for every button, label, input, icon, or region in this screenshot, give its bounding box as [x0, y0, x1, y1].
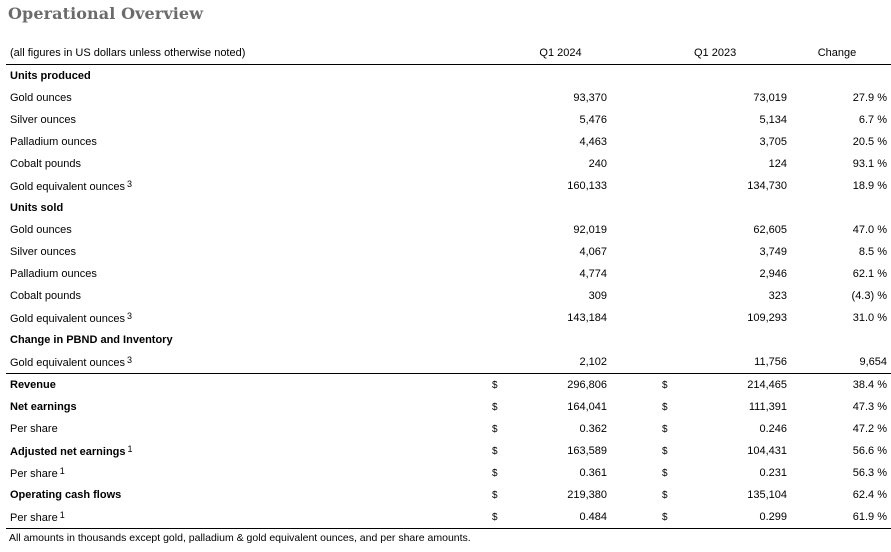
value-change: 61.9 %	[787, 506, 891, 529]
table-row	[6, 374, 891, 397]
currency-q1-2024: $	[492, 489, 498, 501]
value-q1-2024: 0.361	[579, 467, 607, 479]
value-change: 38.4 %	[852, 379, 887, 391]
value-q1-2024: 4,067	[579, 246, 607, 258]
row-label-cell	[6, 87, 490, 109]
currency-q1-2023	[660, 307, 684, 329]
operational-overview-table	[6, 42, 891, 529]
row-label: Silver ounces	[10, 114, 77, 126]
header-q1-2024: Q1 2024	[514, 42, 607, 65]
currency-q1-2023: $	[660, 506, 684, 529]
value-q1-2023: 109,293	[747, 312, 787, 324]
row-label: Gold ounces	[10, 92, 72, 104]
table-row	[6, 219, 891, 241]
value-q1-2023: 111,391	[748, 401, 787, 413]
currency-q1-2023	[660, 241, 684, 263]
footnote-ref: 1	[127, 444, 133, 454]
currency-q1-2023	[660, 175, 684, 197]
currency-q1-2024	[490, 131, 514, 153]
value-q1-2024: 164,041	[567, 401, 607, 413]
value-q1-2023: 62,605	[753, 224, 787, 236]
currency-q1-2024	[490, 285, 514, 307]
value-change: 47.3 %	[852, 401, 887, 413]
section-units-sold	[6, 197, 891, 219]
row-label: Palladium ounces	[10, 136, 97, 148]
row-label-cell	[6, 484, 490, 506]
value-change: 56.3 %	[852, 467, 887, 479]
row-label: Net earnings	[10, 401, 77, 413]
value-change: 8.5 %	[858, 246, 887, 258]
value-q1-2023: 11,756	[684, 351, 787, 374]
table-row	[6, 153, 891, 175]
row-label: Palladium ounces	[10, 268, 97, 280]
section-units-produced	[6, 65, 891, 88]
row-label: Adjusted net earnings	[10, 446, 126, 458]
currency-q1-2024: $	[492, 423, 498, 435]
value-change: 27.9 %	[852, 92, 887, 104]
footnote-ref: 3	[126, 179, 132, 189]
row-label-cell	[6, 153, 490, 175]
value-change: 56.6 %	[852, 445, 887, 457]
table-row	[6, 131, 891, 153]
value-q1-2024: 4,463	[579, 136, 607, 148]
row-label-cell	[6, 241, 490, 263]
currency-q1-2024	[490, 87, 514, 109]
row-label: Per share	[10, 468, 58, 480]
table-row	[6, 418, 891, 440]
header-change: Change	[787, 42, 891, 65]
row-label-cell	[6, 219, 490, 241]
currency-q1-2023	[660, 109, 684, 131]
value-q1-2023: 73,019	[753, 92, 787, 104]
currency-q1-2023	[660, 263, 684, 285]
currency-q1-2024: $	[492, 379, 498, 391]
value-q1-2023: 0.299	[684, 506, 787, 529]
currency-q1-2023	[660, 219, 684, 241]
table-row	[6, 307, 891, 329]
currency-q1-2023	[660, 285, 684, 307]
value-q1-2024: 240	[588, 158, 607, 170]
value-change: 18.9 %	[852, 180, 887, 192]
value-change: 47.0 %	[852, 224, 887, 236]
value-change: (4.3) %	[851, 290, 887, 302]
value-change: 47.2 %	[852, 423, 887, 435]
table-row	[6, 351, 891, 374]
footnote-ref: 3	[126, 355, 132, 365]
value-q1-2023: 3,705	[759, 136, 787, 148]
table-row	[6, 175, 891, 197]
footnote: All amounts in thousands except gold, palladium & gold equivalent ounces, and per share amounts.	[9, 532, 471, 544]
value-q1-2023: 323	[768, 290, 787, 302]
value-q1-2024: 0.362	[579, 423, 607, 435]
page-title: Operational Overview	[8, 4, 204, 23]
currency-q1-2024	[490, 219, 514, 241]
currency-q1-2024: $	[492, 445, 498, 457]
value-change: 62.4 %	[852, 489, 887, 501]
value-q1-2023: 124	[768, 158, 787, 170]
row-label: Per share	[10, 512, 58, 524]
table-header-row	[6, 42, 891, 65]
value-q1-2024: 163,589	[567, 445, 607, 457]
header-q1-2023: Q1 2023	[684, 42, 787, 65]
row-label: Gold equivalent ounces	[10, 357, 125, 369]
value-q1-2023: 2,946	[759, 268, 787, 280]
value-change: 9,654	[787, 351, 891, 374]
currency-q1-2023: $	[662, 489, 668, 501]
value-q1-2024: 2,102	[514, 351, 607, 374]
currency-q1-2024: $	[492, 401, 498, 413]
row-label-cell	[6, 396, 490, 418]
value-q1-2024: 160,133	[567, 180, 607, 192]
row-label-cell	[6, 506, 490, 529]
row-label: Operating cash flows	[10, 489, 122, 501]
row-label-cell	[6, 440, 490, 462]
value-change: 93.1 %	[852, 158, 887, 170]
header-note: (all figures in US dollars unless otherwise noted)	[6, 42, 490, 65]
currency-q1-2024: $	[492, 467, 498, 479]
value-change: 62.1 %	[852, 268, 887, 280]
value-q1-2024: 92,019	[573, 224, 607, 236]
row-label-cell	[6, 462, 490, 484]
section-heading: Change in PBND and Inventory	[10, 334, 173, 346]
value-q1-2024: 4,774	[579, 268, 607, 280]
currency-q1-2024	[490, 263, 514, 285]
value-change: 31.0 %	[852, 312, 887, 324]
table-row	[6, 506, 891, 529]
table-row	[6, 109, 891, 131]
table-row	[6, 396, 891, 418]
table-row	[6, 462, 891, 484]
value-q1-2023: 214,465	[747, 379, 787, 391]
row-label: Silver ounces	[10, 246, 77, 258]
value-q1-2023: 135,104	[747, 489, 787, 501]
row-label-cell	[6, 131, 490, 153]
value-q1-2023: 104,431	[747, 445, 787, 457]
table-row	[6, 285, 891, 307]
table-row	[6, 263, 891, 285]
footnote-ref: 1	[59, 510, 65, 520]
value-q1-2023: 0.231	[759, 467, 787, 479]
currency-q1-2023	[660, 131, 684, 153]
row-label: Gold equivalent ounces	[10, 313, 125, 325]
currency-q1-2023	[660, 87, 684, 109]
value-q1-2024: 5,476	[579, 114, 607, 126]
currency-q1-2024	[490, 175, 514, 197]
value-q1-2024: 296,806	[567, 379, 607, 391]
currency-q1-2024	[490, 351, 514, 374]
currency-q1-2024	[490, 153, 514, 175]
currency-q1-2023: $	[662, 401, 668, 413]
row-label: Gold equivalent ounces	[10, 181, 125, 193]
value-q1-2024: 143,184	[567, 312, 607, 324]
table-row	[6, 87, 891, 109]
currency-q1-2023: $	[662, 467, 668, 479]
row-label-cell	[6, 263, 490, 285]
value-q1-2023: 0.246	[759, 423, 787, 435]
footnote-ref: 1	[59, 466, 65, 476]
row-label: Cobalt pounds	[10, 290, 81, 302]
table-row	[6, 241, 891, 263]
row-label: Cobalt pounds	[10, 158, 81, 170]
row-label: Per share	[10, 423, 58, 435]
currency-q1-2024	[490, 241, 514, 263]
row-label-cell	[6, 418, 490, 440]
currency-q1-2024	[490, 109, 514, 131]
row-label: Gold ounces	[10, 224, 72, 236]
currency-q1-2023: $	[662, 379, 668, 391]
value-change: 6.7 %	[858, 114, 887, 126]
section-change-pbnd	[6, 329, 891, 351]
row-label-cell	[6, 285, 490, 307]
value-q1-2024: 0.484	[514, 506, 607, 529]
table-row	[6, 484, 891, 506]
row-label-cell	[6, 109, 490, 131]
currency-q1-2024: $	[490, 506, 514, 529]
currency-q1-2024	[490, 307, 514, 329]
table-row	[6, 440, 891, 462]
value-q1-2023: 134,730	[747, 180, 787, 192]
footnote-ref: 3	[126, 311, 132, 321]
value-q1-2023: 5,134	[759, 114, 787, 126]
section-heading: Units sold	[10, 202, 64, 214]
value-q1-2024: 309	[588, 290, 607, 302]
row-label: Revenue	[10, 379, 56, 391]
currency-q1-2023: $	[662, 445, 668, 457]
currency-q1-2023	[660, 351, 684, 374]
value-q1-2023: 3,749	[759, 246, 787, 258]
row-label-cell	[6, 351, 490, 374]
value-q1-2024: 93,370	[573, 92, 607, 104]
row-label-cell	[6, 374, 490, 397]
row-label-cell	[6, 175, 490, 197]
value-q1-2024: 219,380	[567, 489, 607, 501]
value-change: 20.5 %	[852, 136, 887, 148]
currency-q1-2023	[660, 153, 684, 175]
currency-q1-2023: $	[662, 423, 668, 435]
row-label-cell	[6, 307, 490, 329]
section-heading: Units produced	[10, 70, 91, 82]
